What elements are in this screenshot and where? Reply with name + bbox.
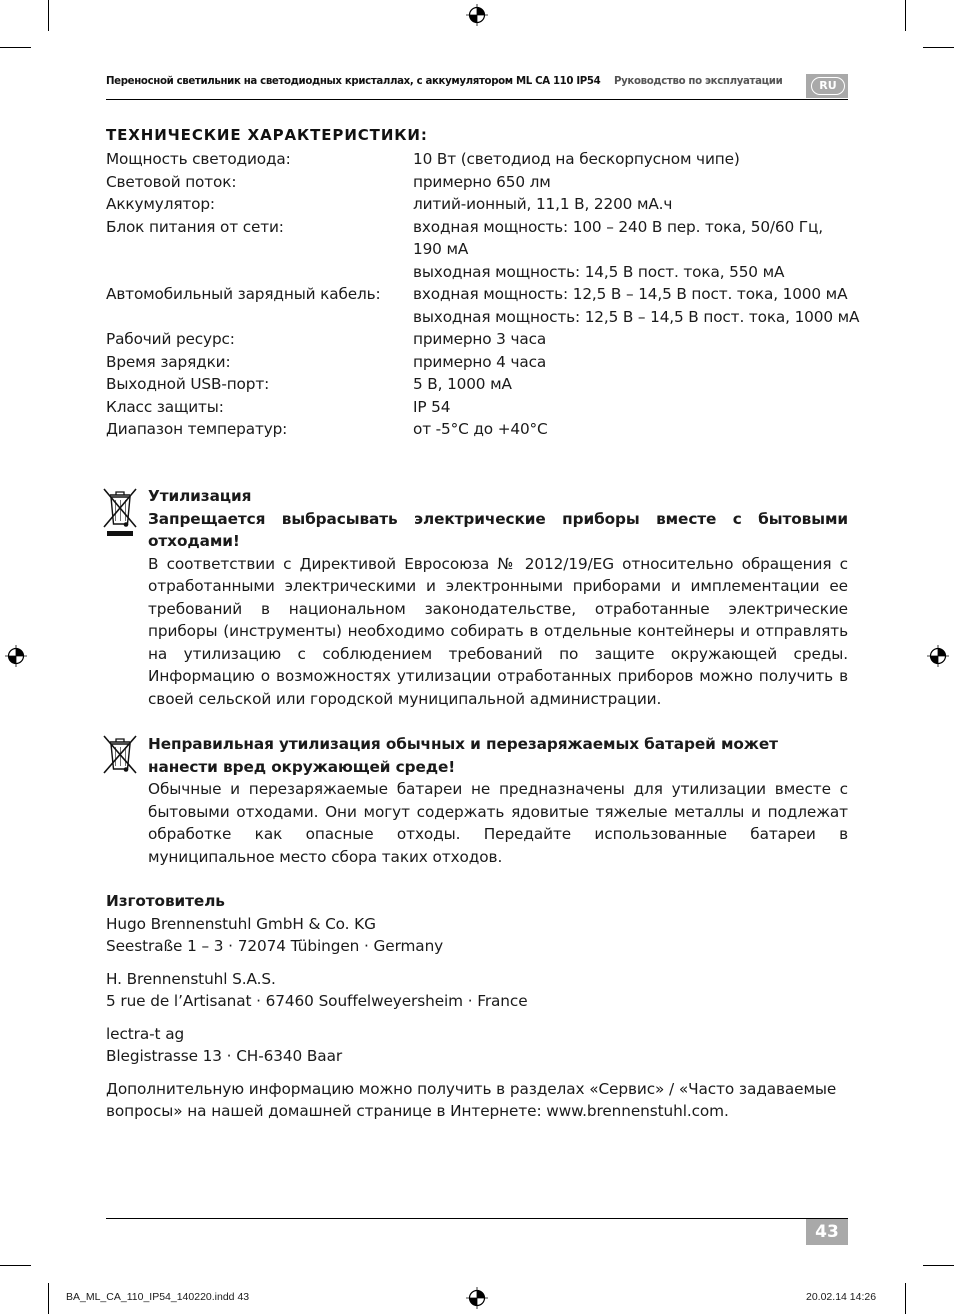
- spec-value-line: от -5°C до +40°C: [413, 420, 548, 438]
- spec-value-line: выходная мощность: 14,5 В пост. тока, 550 мА: [413, 262, 785, 281]
- spec-row: [106, 193, 851, 216]
- battery-warning-heading: Неправильная утилизация обычных и перезаряжаемых батарей может нанести вред окружающей среде!: [148, 735, 778, 776]
- spec-value: [413, 328, 851, 351]
- company-name: lectra-t ag: [106, 1024, 185, 1043]
- spec-label: Блок питания от сети:: [106, 217, 284, 236]
- spec-value-line: входная мощность: 12,5 В – 14,5 В пост. тока, 1000 мА: [413, 285, 848, 303]
- spec-label: Мощность светодиода:: [106, 150, 291, 168]
- crop-mark: [48, 0, 49, 31]
- spec-row: [106, 283, 860, 328]
- crop-mark: [905, 1283, 906, 1314]
- registration-mark-icon: [927, 645, 949, 667]
- company-name: H. Brennenstuhl S.A.S.: [106, 969, 276, 988]
- print-slug-date: 20.02.14 14:26: [806, 1291, 877, 1303]
- spec-label: Время зарядки:: [106, 352, 231, 371]
- spec-value-line: входная мощность: 100 – 240 В пер. тока, 50/60 Гц,: [413, 217, 823, 236]
- language-label: RU: [811, 77, 845, 95]
- spec-label: Диапазон температур:: [106, 420, 288, 438]
- header-title: Переносной светильник на светодиодных кристаллах, с аккумулятором ML CA 110 IP54: [106, 76, 601, 87]
- spec-value-line: примерно 3 часа: [413, 330, 547, 348]
- spec-label: Класс защиты:: [106, 397, 224, 416]
- spec-value: [413, 351, 851, 374]
- crop-mark: [905, 0, 906, 31]
- tech-specs-heading: ТЕХНИЧЕСКИЕ ХАРАКТЕРИСТИКИ:: [106, 126, 428, 144]
- registration-mark-icon: [5, 645, 27, 667]
- company-address: Blegistrasse 13 · CH-6340 Baar: [106, 1047, 343, 1065]
- print-slug-file: BA_ML_CA_110_IP54_140220.indd 43: [66, 1291, 250, 1303]
- spec-value-line: IP 54: [413, 397, 451, 416]
- spec-value-line: литий-ионный, 11,1 В, 2200 мА.ч: [413, 195, 673, 213]
- spec-value-line: 10 Вт (светодиод на бескорпусном чипе): [413, 150, 740, 168]
- disposal-section: [148, 485, 848, 710]
- company-name: Hugo Brennenstuhl GmbH & Co. KG: [106, 914, 376, 933]
- disposal-heading: Утилизация: [148, 487, 252, 505]
- spec-label: Рабочий ресурс:: [106, 330, 235, 348]
- crossed-out-wheelie-bin-icon: [101, 486, 139, 538]
- spec-value-line: примерно 650 лм: [413, 172, 551, 191]
- spec-value: [413, 396, 851, 419]
- crop-mark: [0, 47, 31, 48]
- crop-mark: [923, 47, 954, 48]
- spec-label: Автомобильный зарядный кабель:: [106, 285, 381, 303]
- language-badge: [806, 74, 848, 98]
- spec-value: [413, 216, 851, 284]
- spec-row: [106, 328, 851, 351]
- spec-value: [413, 283, 860, 328]
- battery-disposal-body: Обычные и перезаряжаемые батареи не предназначены для утилизации вместе с бытовыми отходами. Они могут содержать ядовитые тяжелые металлы и подлежат обработке как опасные отходы. Передайте использованные батареи в муниципальное место сбора таких отходов.: [148, 780, 848, 866]
- crop-mark: [923, 1265, 954, 1266]
- header-divider: [106, 99, 848, 100]
- spec-row: [106, 351, 851, 374]
- spec-label: Аккумулятор:: [106, 195, 215, 213]
- spec-value: [413, 171, 851, 194]
- spec-value: [413, 193, 851, 216]
- spec-value: [413, 418, 851, 441]
- manufacturer-heading: Изготовитель: [106, 892, 225, 910]
- footer-divider: [106, 1218, 848, 1219]
- spec-label: Световой поток:: [106, 172, 237, 191]
- crop-mark: [48, 1283, 49, 1314]
- company-address: Seestraße 1 – 3 · 72074 Tübingen · Germany: [106, 937, 444, 955]
- battery-disposal-section: [148, 733, 848, 868]
- manufacturer-section: [106, 890, 848, 1123]
- spec-value: [413, 148, 851, 171]
- spec-row: [106, 148, 851, 171]
- page-number: 43: [806, 1219, 848, 1245]
- spec-row: [106, 418, 851, 441]
- more-info-text: Дополнительную информацию можно получить в разделах «Сервис» / «Часто задаваемые: [106, 1079, 837, 1098]
- spec-row: [106, 373, 851, 396]
- header-subtitle: Руководство по эксплуатации: [614, 76, 783, 87]
- spec-row: [106, 171, 851, 194]
- registration-mark-icon: [466, 4, 488, 26]
- disposal-body: В соответствии с Директивой Евросоюза № 2012/19/EG относительно обращения с отработанными электрическими и электронными приборами и имплементации ее требований в национальном законодательстве, отработанные электрические приборы (инструменты) необходимо собирать в отдельные контейнеры и отправлять на утилизацию с соблюдением требований по защите окружающей среды. Информацию о возможностях утилизации отработанных приборов можно получить в своей сельской или городской муниципальной администрации.: [148, 554, 848, 708]
- spec-value-line: 5 В, 1000 мА: [413, 375, 512, 393]
- spec-label: Выходной USB-порт:: [106, 375, 270, 393]
- disposal-warning-line: Запрещается выбрасывать электрические приборы вместе с бытовыми: [148, 509, 848, 528]
- crop-mark: [0, 1265, 31, 1266]
- spec-value-line: выходная мощность: 12,5 В – 14,5 В пост. тока, 1000 мА: [413, 307, 860, 326]
- more-info-text: вопросы» на нашей домашней странице в Интернете: www.brennenstuhl.com.: [106, 1102, 729, 1120]
- spec-value: [413, 373, 851, 396]
- page-header: [106, 74, 848, 100]
- spec-value-line: примерно 4 часа: [413, 352, 547, 371]
- spec-row: [106, 396, 851, 419]
- company-address: 5 rue de l’Artisanat · 67460 Souffelweyersheim · France: [106, 992, 528, 1010]
- spec-value-line: 190 мА: [413, 240, 469, 258]
- crossed-out-wheelie-bin-icon: [101, 733, 139, 775]
- registration-mark-icon: [466, 1287, 488, 1309]
- tech-specs-table: [106, 148, 860, 441]
- disposal-warning-line: отходами!: [148, 532, 240, 550]
- spec-row: [106, 216, 851, 284]
